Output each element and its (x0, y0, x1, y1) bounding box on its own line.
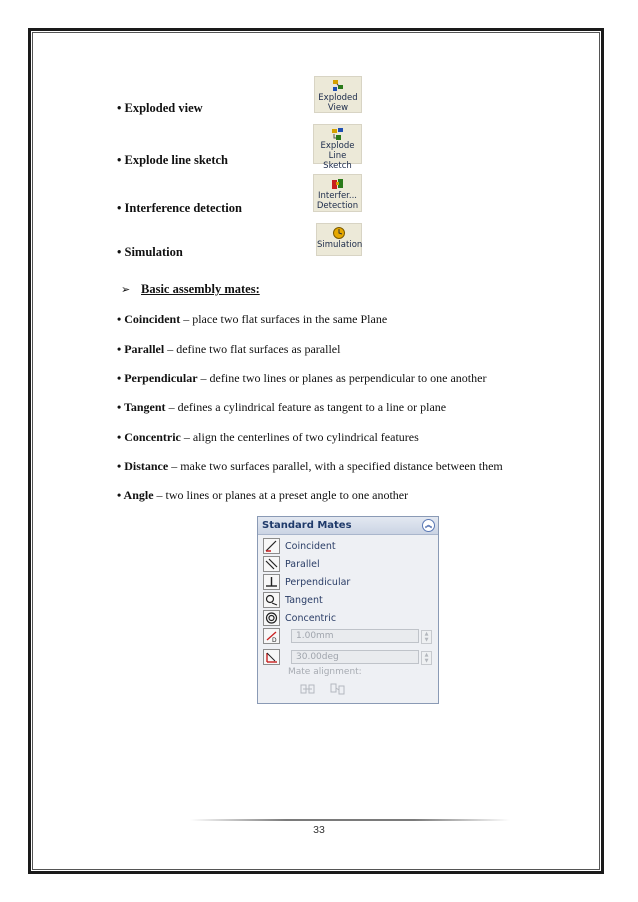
mate-concentric (117, 430, 419, 445)
explode-line-sketch-icon (330, 127, 346, 141)
coincident-icon (263, 538, 280, 554)
bullet-simulation: • Simulation (117, 245, 183, 259)
interference-detection-button[interactable] (313, 174, 362, 212)
angle-icon (263, 649, 280, 665)
tangent-label: Tangent (285, 595, 323, 606)
tangent-icon (263, 592, 280, 608)
bullet-exploded-view: • Exploded view (117, 101, 203, 115)
mate-desc: – define two lines or planes as perpendicular to one another (197, 371, 487, 385)
distance-value: 1.00mm (296, 631, 334, 641)
panel-title-text: Standard Mates (262, 520, 352, 531)
mate-alignment-label: Mate alignment: (288, 667, 362, 677)
mate-parallel (117, 342, 340, 357)
mate-term: • Coincident (117, 312, 181, 326)
anti-aligned-icon[interactable] (330, 683, 346, 695)
distance-field[interactable] (291, 629, 429, 643)
bullet-interference-detection: • Interference detection (117, 201, 242, 215)
mate-perpendicular (117, 371, 486, 386)
angle-spinner[interactable]: ▲ ▼ (421, 651, 432, 665)
mate-desc: – two lines or planes at a preset angle to one another (153, 488, 409, 502)
exploded-view-label-2: View (327, 103, 349, 113)
section-heading-text: Basic assembly mates: (141, 282, 260, 296)
mate-desc: – defines a cylindrical feature as tangent to a line or plane (165, 400, 447, 414)
exploded-view-label-1: Exploded (318, 93, 358, 103)
explode-line-sketch-label-2: Line Sketch (323, 151, 352, 171)
angle-field[interactable] (291, 650, 429, 664)
mate-desc: – align the centerlines of two cylindrical features (180, 430, 419, 444)
simulation-button[interactable] (316, 223, 362, 256)
concentric-label: Concentric (285, 613, 337, 624)
panel-title (258, 517, 438, 535)
mate-term: • Distance (117, 459, 169, 473)
interference-detection-label-2: Detection (316, 201, 359, 211)
mate-term: • Angle (117, 488, 154, 502)
mate-term: • Tangent (117, 400, 166, 414)
distance-spinner[interactable]: ▲ ▼ (421, 630, 432, 644)
parallel-label: Parallel (285, 559, 320, 570)
mate-term: • Parallel (117, 342, 165, 356)
mate-tangent (117, 400, 446, 415)
concentric-icon (263, 610, 280, 626)
mate-desc: – define two flat surfaces as parallel (164, 342, 341, 356)
bullet-explode-line-sketch: • Explode line sketch (117, 153, 228, 167)
mate-term: • Concentric (117, 430, 181, 444)
parallel-icon (263, 556, 280, 572)
explode-line-sketch-label-1: Explode (320, 141, 355, 151)
mate-angle (117, 488, 408, 503)
coincident-label: Coincident (285, 541, 336, 552)
mate-term: • Perpendicular (117, 371, 198, 385)
section-heading (121, 282, 260, 297)
interference-detection-label-1: Interfer... (318, 191, 357, 201)
mate-distance (117, 459, 503, 474)
explode-line-sketch-button[interactable] (313, 124, 362, 171)
exploded-view-button[interactable] (314, 76, 362, 113)
arrow-bullet-icon: ➢ (121, 283, 131, 296)
distance-icon (263, 628, 280, 644)
exploded-view-icon (330, 79, 346, 93)
perpendicular-icon (263, 574, 280, 590)
mate-coincident (117, 312, 387, 327)
collapse-icon[interactable]: ︽ (422, 519, 435, 532)
interference-detection-icon (330, 177, 346, 191)
mate-desc: – make two surfaces parallel, with a specified distance between them (168, 459, 503, 473)
aligned-icon[interactable] (300, 683, 316, 695)
standard-mates-panel (257, 516, 439, 704)
simulation-icon (331, 226, 347, 240)
simulation-label: Simulation (317, 240, 363, 250)
page-number: 33 (313, 824, 325, 836)
mate-desc: – place two flat surfaces in the same Plane (180, 312, 388, 326)
footer-divider (190, 819, 510, 821)
perpendicular-label: Perpendicular (285, 577, 351, 588)
angle-value: 30.00deg (296, 652, 339, 662)
svg-text:D: D (272, 637, 277, 643)
